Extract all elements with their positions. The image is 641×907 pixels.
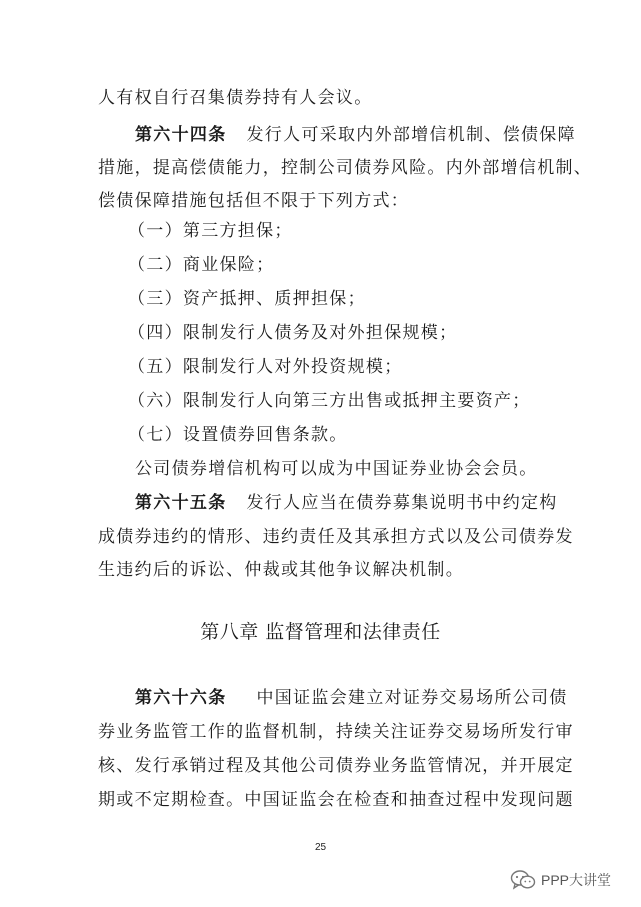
wechat-icon [510, 869, 536, 891]
article-65-line-1 [135, 492, 558, 514]
text-line: 期或不定期检查。中国证监会在检查和抽查过程中发现问题 [98, 790, 574, 810]
article-65-text: 发行人应当在债券募集说明书中约定构 [246, 493, 558, 513]
text-line: 人有权自行召集债券持有人会议。 [98, 88, 373, 108]
article-66-label: 第六十六条 [135, 688, 227, 708]
watermark-text: PPP大讲堂 [541, 872, 612, 888]
watermark [510, 867, 611, 893]
list-item: （一）第三方担保； [128, 221, 293, 241]
text-line: 公司债券增信机构可以成为中国证券业协会会员。 [135, 459, 538, 479]
list-item: （二）商业保险； [128, 255, 275, 275]
article-65-label: 第六十五条 [135, 493, 227, 513]
text-line: 成债券违约的情形、违约责任及其承担方式以及公司债券发 [98, 527, 574, 547]
article-66-line-1 [135, 687, 568, 709]
article-64-line-1 [135, 124, 576, 146]
list-item: （六）限制发行人向第三方出售或抵押主要资产； [128, 391, 531, 411]
list-item: （四）限制发行人债务及对外担保规模； [128, 323, 458, 343]
article-64-text: 发行人可采取内外部增信机制、偿债保障 [246, 125, 576, 145]
article-66-text: 中国证监会建立对证券交易场所公司债 [256, 688, 568, 708]
text-line: 券业务监管工作的监督机制，持续关注证券交易场所发行审 [98, 722, 574, 742]
list-item: （七）设置债券回售条款。 [128, 425, 348, 445]
article-64-label: 第六十四条 [135, 125, 227, 145]
page-number: 25 [314, 842, 327, 853]
text-line: 偿债保障措施包括但不限于下列方式： [98, 191, 410, 211]
text-line: 措施，提高偿债能力，控制公司债券风险。内外部增信机制、 [98, 158, 593, 178]
text-line: 生违约后的诉讼、仲裁或其他争议解决机制。 [98, 560, 464, 580]
list-item: （五）限制发行人对外投资规模； [128, 357, 403, 377]
chapter-heading: 第八章 监督管理和法律责任 [200, 621, 441, 643]
list-item: （三）资产抵押、质押担保； [128, 289, 366, 309]
text-line: 核、发行承销过程及其他公司债券业务监管情况，并开展定 [98, 756, 574, 776]
